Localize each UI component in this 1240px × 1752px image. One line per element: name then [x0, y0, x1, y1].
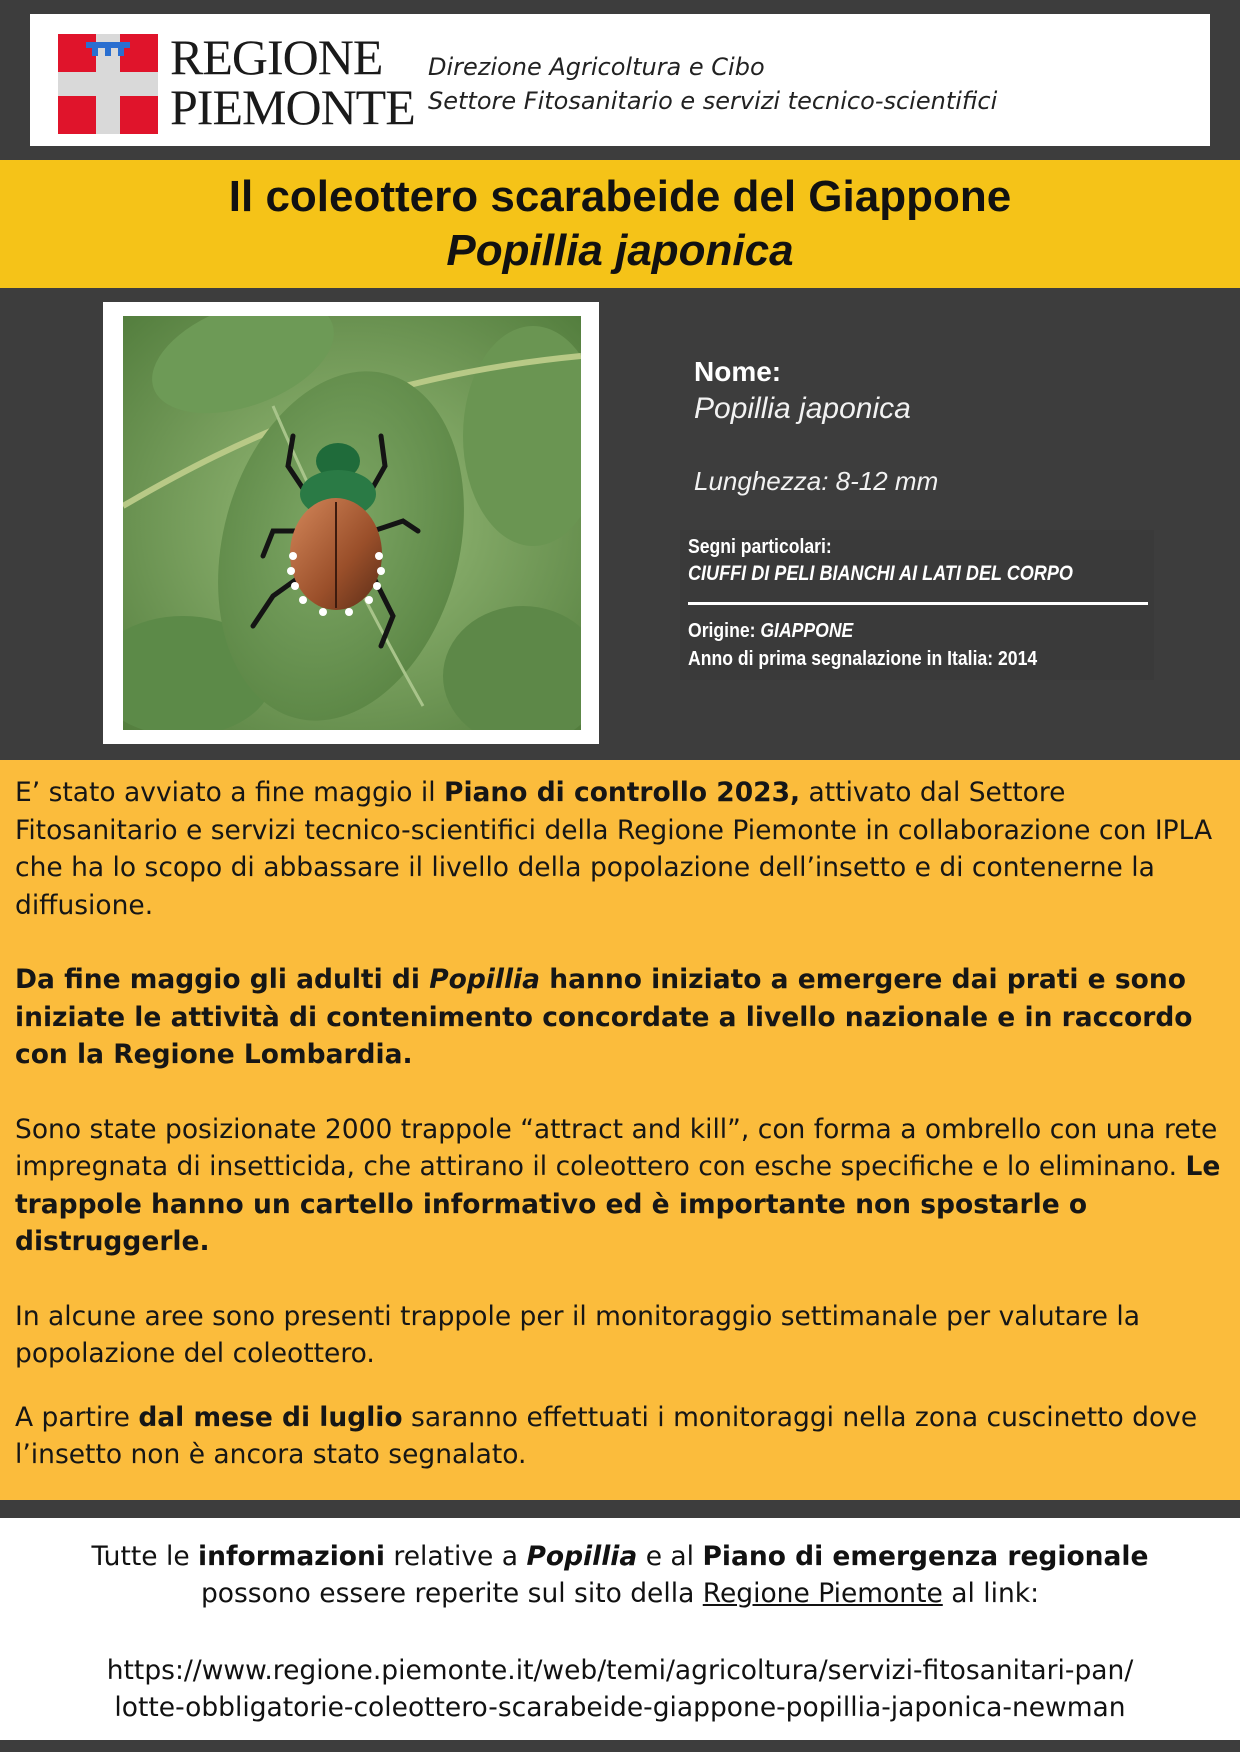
footer-t7: possono essere reperite sul sito della	[200, 1578, 703, 1609]
logo-line2: PIEMONTE	[170, 79, 415, 135]
footer-t9: al link:	[942, 1578, 1040, 1609]
beetle-photo	[123, 316, 581, 730]
p5-bold: dal mese di luglio	[138, 1401, 403, 1433]
name-value: Popillia japonica	[694, 392, 911, 425]
paragraph-4: In alcune aree sono presenti trappole per il monitoraggio settimanale per valutare la popolazione del coleottero.	[15, 1300, 1140, 1369]
body-text	[15, 774, 1230, 1474]
title-species: Popillia japonica	[446, 226, 794, 275]
footer-t1: Tutte le	[91, 1541, 199, 1572]
year-label: Anno di prima segnalazione in Italia:	[688, 648, 994, 670]
p1-text-a: E’ stato avviato a fine maggio il	[15, 777, 445, 808]
paragraph-2	[15, 961, 1230, 1074]
paragraph-3	[15, 1111, 1230, 1261]
info-panel	[694, 354, 939, 496]
footer-t2: informazioni	[198, 1541, 385, 1572]
regione-flag-icon	[58, 34, 158, 134]
footer-t6: Piano di emergenza regionale	[702, 1541, 1149, 1572]
body-section	[0, 760, 1240, 1500]
p5-text-c: saranno effettuati i monitoraggi nella zona cuscinetto dove l’insetto non è ancora stato segnalato.	[15, 1401, 1198, 1470]
dept-line1: Direzione Agricoltura e Cibo	[428, 53, 765, 81]
beetle-photo-frame	[103, 302, 599, 744]
footer	[0, 1518, 1240, 1740]
regione-piemonte-link[interactable]: Regione Piemonte	[702, 1578, 943, 1609]
marks-value: CIUFFI DI PELI BIANCHI AI LATI DEL CORPO	[688, 562, 1073, 585]
p5-text-a: A partire	[15, 1401, 139, 1433]
paragraph-5	[15, 1399, 1230, 1474]
origin-label: Origine:	[688, 620, 756, 642]
regione-piemonte-logo[interactable]	[58, 29, 415, 135]
marks-label: Segni particolari:	[688, 536, 832, 558]
p1-text-c: attivato dal Settore Fitosanitario e servizi tecnico-scientifici della Regione Piemonte in collaborazione con IPLA che ha lo scopo di abbassare il livello della popolazione dell’insetto e di contenerne la diffusione.	[15, 777, 1213, 921]
footer-url[interactable]	[0, 1652, 1240, 1726]
beetle-illustration	[123, 316, 581, 730]
title-band	[0, 160, 1240, 288]
url-line1[interactable]: https://www.regione.piemonte.it/web/temi/agricoltura/servizi-fitosanitari-pan/	[106, 1655, 1134, 1686]
p2-italic: Popillia	[429, 964, 541, 995]
header	[30, 14, 1210, 146]
p2-bold-a: Da fine maggio gli adulti di	[15, 964, 430, 995]
length: Lunghezza: 8-12 mm	[694, 466, 939, 496]
dept-line2: Settore Fitosanitario e servizi tecnico-scientifici	[428, 87, 998, 115]
first-report-year	[688, 648, 1037, 671]
p1-bold: Piano di controllo 2023,	[444, 777, 801, 808]
p3-bold: Le trappole hanno un cartello informativo ed è importante non spostarle o distruggerle.	[15, 1151, 1221, 1257]
logo-line1: REGIONE	[170, 29, 383, 85]
footer-info	[0, 1538, 1240, 1612]
p2-bold-c: hanno iniziato a emergere dai prati e sono iniziate le attività di contenimento concordate a livello nazionale e in raccordo con la Regione Lombardia.	[15, 964, 1193, 1070]
info-box	[680, 530, 1154, 680]
title-main: Il coleottero scarabeide del Giappone	[228, 172, 1012, 221]
footer-t4: Popillia	[526, 1541, 638, 1572]
p3-text: Sono state posizionate 2000 trappole “attract and kill”, con forma a ombrello con una rete impregnata di insetticida, che attirano il coleottero con esche specifiche e lo eliminano.	[15, 1113, 1218, 1182]
footer-t5: e al	[637, 1541, 703, 1572]
paragraph-1	[15, 774, 1230, 924]
url-line2[interactable]: lotte-obbligatorie-coleottero-scarabeide-giappone-popillia-japonica-newman	[114, 1692, 1126, 1723]
department	[428, 50, 997, 118]
divider	[688, 602, 1148, 605]
origin-value: GIAPPONE	[760, 620, 854, 642]
footer-t3: relative a	[384, 1541, 527, 1572]
name-label: Nome:	[694, 356, 782, 387]
logo-text	[170, 29, 415, 135]
year-value: 2014	[998, 648, 1038, 670]
origin	[688, 620, 853, 643]
